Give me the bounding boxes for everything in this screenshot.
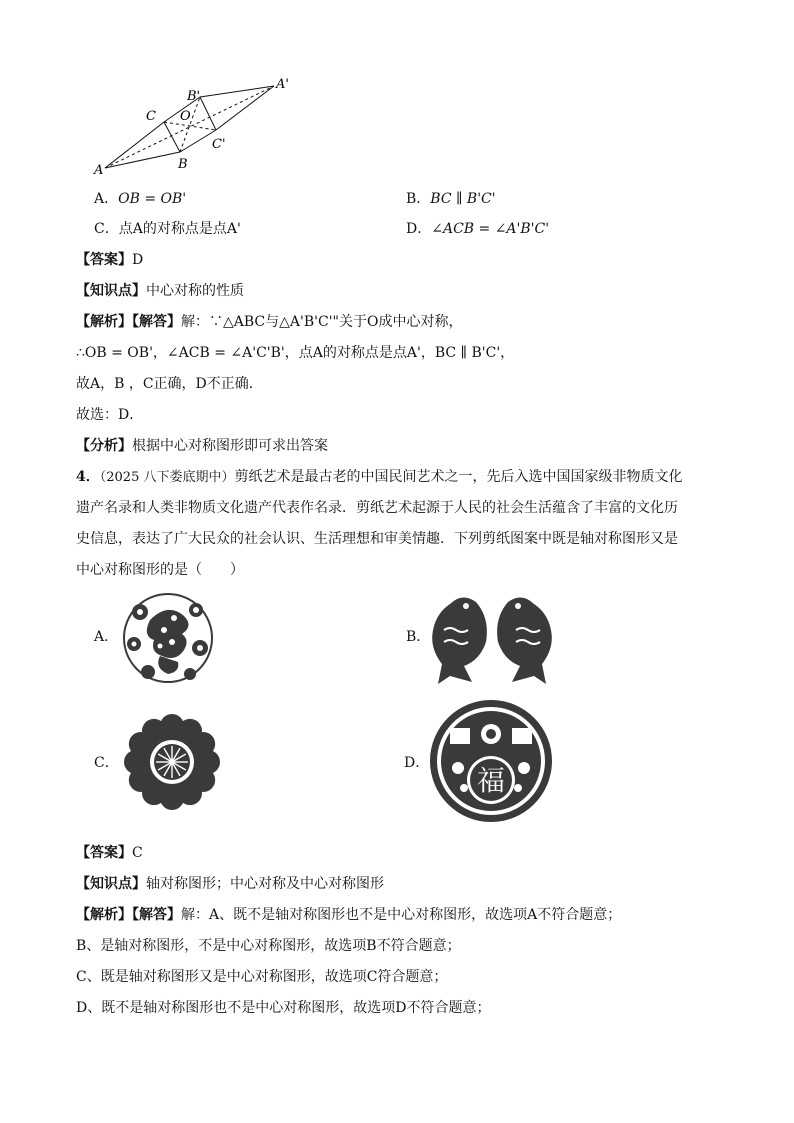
option-text: OB = OB' bbox=[118, 191, 187, 207]
q4-option-c-label: C． bbox=[94, 755, 119, 771]
q4-analysis-line-1 bbox=[76, 906, 621, 924]
fu-character: 福 bbox=[476, 764, 506, 797]
question-number: 4． bbox=[76, 469, 100, 485]
answer-tag: 【答案】 bbox=[76, 845, 132, 861]
q4-stem-line-2: 遗产名录和人类非物质文化遗产代表作名录．剪纸艺术起源于人民的社会生活蕴含了丰富的文化历 bbox=[76, 500, 678, 516]
q3-analysis-line-1 bbox=[76, 313, 462, 331]
label-B-prime: B' bbox=[187, 89, 201, 104]
analysis-tag: 【解析】【解答】 bbox=[76, 907, 181, 923]
option-text: 点A的对称点是点A' bbox=[118, 221, 241, 237]
answer-tag: 【答案】 bbox=[76, 252, 132, 268]
analysis-tag: 【解析】【解答】 bbox=[76, 314, 181, 330]
q4-stem-line-3: 史信息，表达了广大民众的社会认识、生活理想和审美情趣．下列剪纸图案中既是轴对称图形又是 bbox=[76, 531, 678, 547]
answer-value: D bbox=[132, 252, 144, 268]
stem-text: 剪纸艺术是最古老的中国民间艺术之一，先后入选中国国家级非物质文化 bbox=[234, 469, 683, 485]
q3-answer bbox=[76, 251, 143, 269]
knowledge-tag: 【知识点】 bbox=[76, 876, 146, 892]
label-A-prime: A' bbox=[276, 77, 289, 92]
q3-knowledge bbox=[76, 282, 244, 300]
option-letter: D． bbox=[406, 221, 432, 237]
flower-papercut-icon bbox=[122, 712, 222, 812]
fu-medallion-papercut-icon bbox=[428, 698, 554, 824]
q3-option-b bbox=[406, 190, 496, 208]
dragon-papercut-icon bbox=[120, 590, 216, 686]
q4-analysis-line-3: C、既是轴对称图形又是中心对称图形，故选项C符合题意； bbox=[76, 969, 448, 985]
q3-option-a bbox=[94, 190, 186, 208]
analysis-text: 解：A、既不是轴对称图形也不是中心对称图形，故选项A不符合题意； bbox=[181, 907, 622, 923]
analysis-text: 解：∵△ABC与△A'B'C'"关于O成中心对称， bbox=[181, 314, 463, 330]
koi-fish-papercut-icon bbox=[428, 590, 556, 686]
q4-answer bbox=[76, 844, 143, 862]
q4-analysis-line-2: B、是轴对称图形，不是中心对称图形，故选项B不符合题意； bbox=[76, 938, 461, 954]
geometry-figure bbox=[88, 70, 308, 180]
knowledge-text: 中心对称的性质 bbox=[146, 283, 244, 299]
q4-knowledge bbox=[76, 875, 384, 893]
q4-stem-line-4: 中心对称图形的是（ ） bbox=[76, 562, 244, 578]
q3-option-d bbox=[406, 220, 549, 238]
label-B: B bbox=[178, 157, 188, 172]
fenxi-tag: 【分析】 bbox=[76, 438, 132, 454]
option-text: BC ∥ B'C' bbox=[430, 191, 496, 207]
label-C: C bbox=[146, 109, 156, 124]
label-C-prime: C' bbox=[212, 137, 226, 152]
question-source: （2025 八下娄底期中） bbox=[99, 470, 235, 485]
option-letter: C． bbox=[94, 221, 119, 237]
q4-stem-line-1 bbox=[76, 468, 682, 487]
q4-analysis-line-4: D、既不是轴对称图形也不是中心对称图形，故选项D不符合题意； bbox=[76, 1000, 491, 1016]
q3-analysis-line-3: 故A，B ，C正确，D不正确． bbox=[76, 376, 263, 392]
answer-value: C bbox=[132, 845, 143, 861]
option-text: ∠ACB = ∠A'B'C' bbox=[431, 221, 550, 237]
q4-option-b-label: B． bbox=[406, 629, 431, 645]
q4-option-d-label: D． bbox=[404, 755, 430, 771]
label-A: A bbox=[94, 163, 104, 178]
q4-option-a-label: A． bbox=[94, 629, 119, 645]
q3-analysis-line-4: 故选：D． bbox=[76, 407, 144, 423]
option-letter: B． bbox=[406, 191, 431, 207]
label-O: O bbox=[180, 109, 191, 124]
q3-analysis-line-2: ∴OB = OB'，∠ACB = ∠A'C'B'，点A的对称点是点A'，BC ∥ B'C'， bbox=[76, 345, 515, 361]
knowledge-tag: 【知识点】 bbox=[76, 283, 146, 299]
q3-option-c bbox=[94, 220, 241, 238]
fenxi-text: 根据中心对称图形即可求出答案 bbox=[132, 438, 328, 454]
knowledge-text: 轴对称图形；中心对称及中心对称图形 bbox=[146, 876, 384, 892]
q3-fenxi bbox=[76, 437, 328, 455]
option-letter: A． bbox=[94, 191, 119, 207]
